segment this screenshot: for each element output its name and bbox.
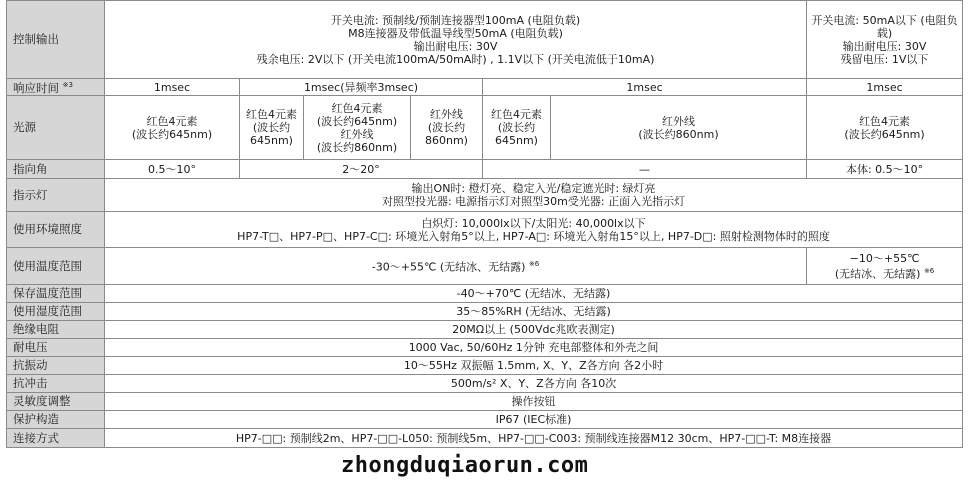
row-storage-temp: [7, 285, 963, 303]
row-indicator: [7, 179, 963, 212]
operating-temp-main-cell: [105, 248, 807, 285]
connection-value: HP7-□□: 预制线2m、HP7-□□-L050: 预制线5m、HP7-□□-C003: 预制线连接器M12 30cm、HP7-□□-T: M8连接器: [105, 429, 963, 448]
light-source-c7: 红色4元素 (波长约645nm): [807, 96, 963, 160]
directional-angle-c4: 本体: 0.5～10°: [807, 160, 963, 179]
row-response-time: [7, 79, 963, 96]
row-connection: [7, 429, 963, 448]
vibration-value: 10～55Hz 双振幅 1.5mm, X、Y、Z各方向 各2小时: [105, 357, 963, 375]
label-withstand-voltage: 耐电压: [7, 339, 105, 357]
row-control-output: [7, 1, 963, 79]
label-operating-temp: 使用温度范围: [7, 248, 105, 285]
operating-temp-last-cell: [807, 248, 963, 285]
directional-angle-c2: 2～20°: [240, 160, 483, 179]
label-indicator: 指示灯: [7, 179, 105, 212]
light-source-c6: 红外线 (波长约860nm): [551, 96, 807, 160]
label-vibration: 抗振动: [7, 357, 105, 375]
row-sensitivity: [7, 393, 963, 411]
sensitivity-value: 操作按钮: [105, 393, 963, 411]
label-insulation: 绝缘电阻: [7, 321, 105, 339]
label-shock: 抗冲击: [7, 375, 105, 393]
protection-value: IP67 (IEC标准): [105, 411, 963, 429]
row-withstand-voltage: [7, 339, 963, 357]
row-protection: [7, 411, 963, 429]
operating-temp-last-note: ※6: [923, 266, 935, 275]
label-storage-temp: 保存温度范围: [7, 285, 105, 303]
label-ambient-light: 使用环境照度: [7, 212, 105, 248]
storage-temp-value: -40～+70℃ (无结冰、无结露): [105, 285, 963, 303]
response-time-c2: 1msec(异频率3msec): [240, 79, 483, 96]
row-ambient-light: [7, 212, 963, 248]
light-source-c2: 红色4元素 (波长约 645nm): [240, 96, 304, 160]
indicator-value: 输出ON时: 橙灯亮、稳定入光/稳定遮光时: 绿灯亮 对照型投光器: 电源指示灯对照型30m受光器: 正面入光指示灯: [105, 179, 963, 212]
shock-value: 500m/s² X、Y、Z各方向 各10次: [105, 375, 963, 393]
control-output-main: 开关电流: 预制线/预制连接器型100mA (电阻负载) M8连接器及带低温导线型50mA (电阻负载) 输出耐电压: 30V 残余电压: 2V以下 (开关电流100mA/50mA时) , 1.1V以下 (开关电流低于10mA): [105, 1, 807, 79]
light-source-c3: 红色4元素 (波长约645nm) 红外线 (波长约860nm): [304, 96, 411, 160]
operating-temp-last: −10～+55℃ (无结冰、无结露): [834, 251, 921, 281]
row-vibration: [7, 357, 963, 375]
light-source-c4: 红外线 (波长约 860nm): [411, 96, 483, 160]
response-time-note: ※3: [62, 81, 73, 90]
ambient-light-value: 白炽灯: 10,000lx以下/太阳光: 40,000lx以下 HP7-T□、HP7-P□、HP7-C□: 环境光入射角5°以上, HP7-A□: 环境光入射角15°以上, HP7-D□: 照射检测物体时的照度: [105, 212, 963, 248]
label-connection: 连接方式: [7, 429, 105, 448]
humidity-value: 35～85%RH (无结冰、无结露): [105, 303, 963, 321]
label-humidity: 使用湿度范围: [7, 303, 105, 321]
label-control-output: 控制输出: [7, 1, 105, 79]
control-output-last: 开关电流: 50mA以下 (电阻负载) 输出耐电压: 30V 残留电压: 1V以下: [807, 1, 963, 79]
label-response-time-text: 响应时间: [13, 80, 59, 95]
directional-angle-c1: 0.5～10°: [105, 160, 240, 179]
watermark-text: zhongduqiaorun.com: [341, 453, 589, 478]
label-directional-angle: 指向角: [7, 160, 105, 179]
directional-angle-c3: —: [483, 160, 807, 179]
row-humidity: [7, 303, 963, 321]
operating-temp-main: -30～+55℃ (无结冰、无结露): [371, 260, 526, 274]
row-operating-temp: [7, 248, 963, 285]
row-directional-angle: [7, 160, 963, 179]
response-time-c4: 1msec: [807, 79, 963, 96]
row-insulation: [7, 321, 963, 339]
spec-table: [6, 0, 963, 448]
label-protection: 保护构造: [7, 411, 105, 429]
label-sensitivity: 灵敏度调整: [7, 393, 105, 411]
response-time-c1: 1msec: [105, 79, 240, 96]
row-light-source: [7, 96, 963, 160]
withstand-voltage-value: 1000 Vac, 50/60Hz 1分钟 充电部整体和外壳之间: [105, 339, 963, 357]
row-shock: [7, 375, 963, 393]
response-time-c3: 1msec: [483, 79, 807, 96]
light-source-c5: 红色4元素 (波长约 645nm): [483, 96, 551, 160]
insulation-value: 20MΩ以上 (500Vdc兆欧表测定): [105, 321, 963, 339]
label-light-source: 光源: [7, 96, 105, 160]
label-response-time: [7, 79, 105, 96]
light-source-c1: 红色4元素 (波长约645nm): [105, 96, 240, 160]
operating-temp-main-note: ※6: [528, 260, 540, 269]
